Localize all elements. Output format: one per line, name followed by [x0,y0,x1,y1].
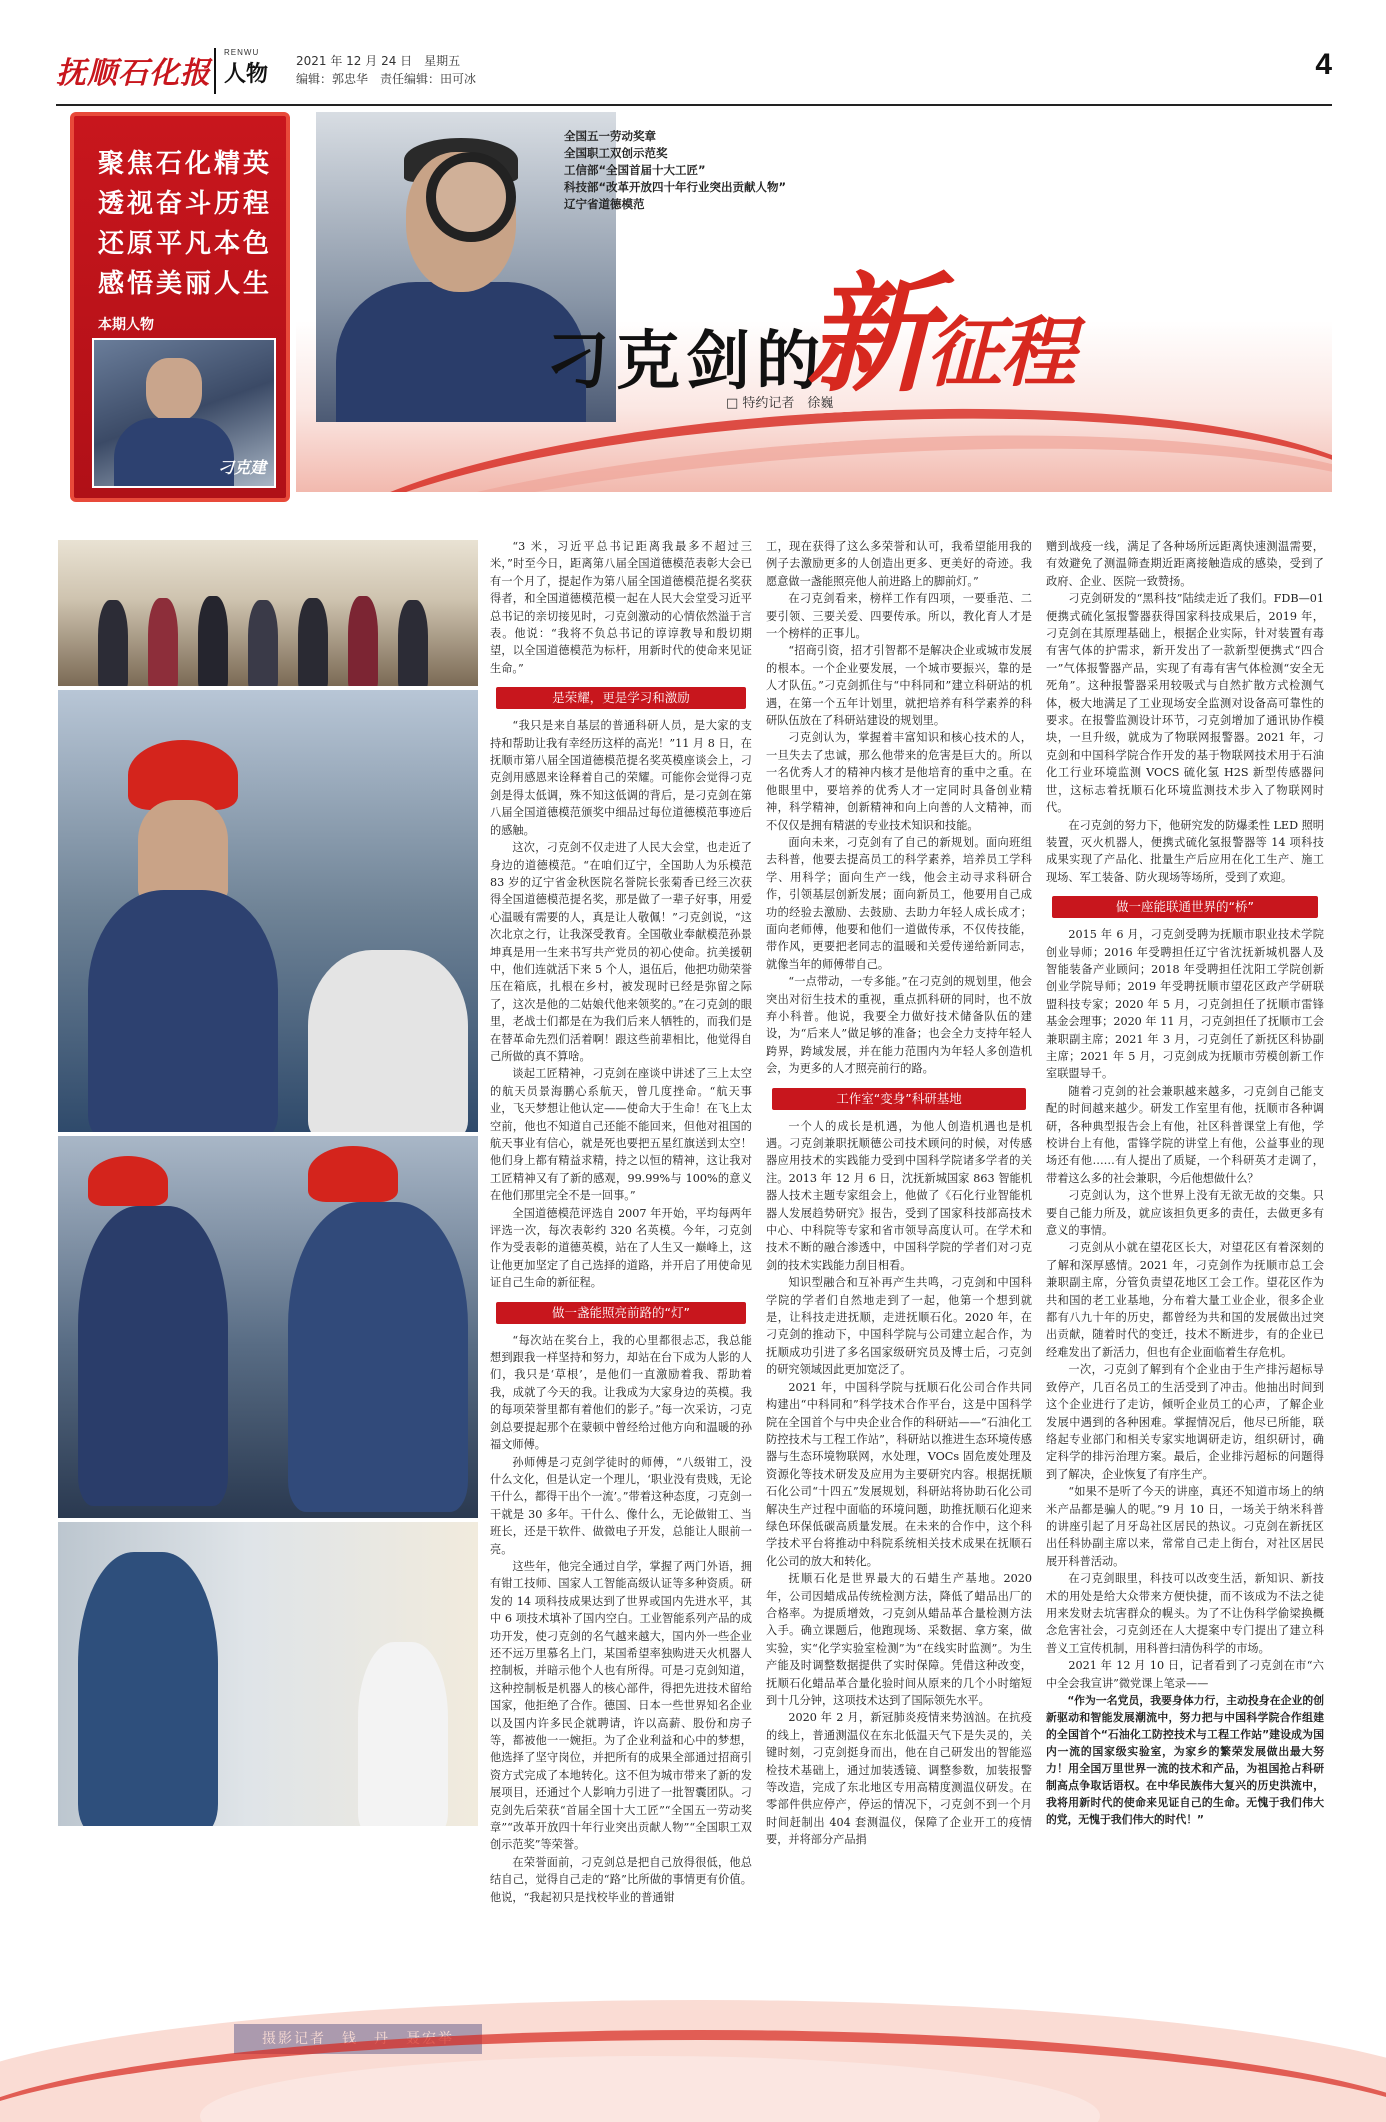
paragraph: 赠到战疫一线，满足了各种场所远距离快速测温需要，有效避免了测温筛查期近距离接触造成的感染，受到了政府、企业、医院一致赞扬。 [1046,540,1324,588]
paragraph: 2015 年 6 月，刁克剑受聘为抚顺市职业技术学院创业导师；2016 年受聘担任辽宁省沈抚新城机器人及智能装备产业顾问；2018 年受聘担任沈阳工学院创新创业学院导师；2019 年受聘抚顺市望花区政产学研联盟科技专家；2020 年 5 月，刁克剑担任了抚顺市雷锋基金会理事；2020 年 11 月，刁克剑担任了抚顺市工会兼职副主席；2021 年 3 月，刁克剑任了新抚区科协副主席；2021 年 5 月，刁克剑成为抚顺市劳模创新工作室联盟导千。 [1046,928,1324,1081]
person-figure [88,890,278,1134]
paragraph: 抚顺石化是世界最大的石蜡生产基地。2020 年，公司因蜡成品传统检测方法，降低了蜡品出厂的合格率。为提质增效，刁克剑从蜡品革合量检测方法入手。确立课题后，他跑现场、采数据、拿方案，做实验，实“化学实验室检测”为“在线实时监测”。为生产能及时调整数据提供了实时保障。凭借这种改变，抚顺石化蜡品革合量化验时间从原来的几个小时缩短到十几分钟，这项技术达到了国际领先水平。 [766,1572,1032,1707]
paragraph: 孙师傅是刁克剑学徒时的师傅，“八级钳工，没什么文化，但是认定一个理儿，‘职业没有贵贱，无论干什么，都得干出个一流’。”带着这种态度，刁克剑一干就是 30 多年。干什么、像什么，无论做钳工、当班长，还是干软件、做微电子开发，总能让人眼前一亮。 [490,1455,752,1556]
person-figure [148,598,178,688]
paragraph: 面向未来，刁克剑有了自己的新规划。面向班组去科普，他要去提高员工的科学素养，培养员工学科学、用科学；面向生产一线，他会主动寻求科研合作，引领基层创新发展；面向新员工，他要用自己成功的经验去激励、去鼓励、去助力年轻人成长成才；面向老师傅，他要和他们一道做传承，不仅传技能，带作风，更要把老同志的温暖和关爱传递给新同志，就像当年的师傅带自己。 [766,835,1032,971]
footer-decoration [0,1960,1386,2122]
header-rule [56,104,1332,106]
paragraph: 在刁克剑眼里，科技可以改变生活，新知识、新技术的用处是给大众带来方便快捷，而不该成为不法之徒用来发财去坑害群众的幌头。为了不让伪科学偷梁换概念危害社会，刁克剑还在人大提案中专门提出了建立科普义工宣传机制，用科普扫清伪科学的市场。 [1046,1572,1324,1655]
paragraph: 这些年，他完全通过自学，掌握了两门外语，拥有钳工技师、国家人工智能高级认证等多种资质。研发的 14 项科技成果达到了世界或国内先进水平，其中 6 项技术填补了国内空白。工业智能系列产品的成功开发，使刁克剑的名气越来越大，国内外一些企业还不远万里慕名上门，某国希望率独购进天火机器人控制板，并暗示他个人也有所得。可是刁克剑知道，这种控制板是机器人的核心部件，得把先进技术留给国家，他拒绝了合作。德国、日本一些世界知名企业以及国内许多民企就聘请，许以高薪、股份和房子等，都被他一一婉拒。为了企业利益和心中的梦想，他选择了坚守岗位，并把所有的成果全部通过招商引资方式完成了本地转化。这不但为城市带来了新的发展项目，还通过个人影响力引进了一批智囊团队。刁克剑先后荣获“首届全国十大工匠”“全国五一劳动奖章”“改革开放四十年行业突出贡献人物”“全国职工双创示范奖”等荣誉。 [490,1559,752,1852]
photo-column [56,538,480,1882]
article-column-3 [1046,538,1324,2058]
hardhat [308,1146,398,1202]
issue-meta [296,52,476,88]
section-label [214,48,268,94]
lab-photo [56,1134,480,1520]
section-label-zh: 人物 [224,62,269,87]
honor-item: 全国职工双创示范奖 [564,146,668,160]
paragraph: “3 米，习近平总书记距离我最多不超过三米，”时至今日，距离第八届全国道德模范表彰大会已有一个月了，提起作为第八届全国道德模范提名奖获得者，和全国道德模范模一起在人民大会堂受习近平总书记的亲切接见时，刁克剑激动的心情依然溢于言表。他说：“我将不负总书记的谆谆教导和殷切期望，以全国道德模范为标杆，用新时代的使命来见证生命。” [490,540,752,675]
byline: □ 特约记者 徐巍 [726,396,834,411]
editor-credits: 编辑：郭忠华 责任编辑：田可冰 [296,72,477,86]
paragraph: 刁克剑从小就在望花区长大，对望花区有着深刻的了解和深厚感情。2021 年，刁克剑作为抚顺市总工会兼职副主席，分管负责望花地区工会工作。望花区作为共和国的老工业基地，分布着大量工业企业，很多企业都有八九十年的历史，都曾经为共和国的发展做出过突出贡献，随着时代的变迁，技术不断进步，有的企业已经难发出了新活力，但也有企业面临着生存危机。 [1046,1241,1324,1359]
person-figure [358,1642,448,1828]
honor-item: 全国五一劳动奖章 [564,129,656,143]
person-figure [348,596,378,688]
paragraph: 在刁克剑的努力下，他研究发的防爆柔性 LED 照明装置，灭火机器人，便携式硫化氢报警器等 14 项科技成果实现了产品化、批量生产后应用在化工生产、施工现场、军工装备、防火现场等场所，受到了欢迎。 [1046,818,1324,884]
paragraph: “一点带动，一专多能。”在刁克剑的规划里，他会突出对衍生技术的重视，重点抓科研的同时，也不放弃小科普。他说，我要全力做好技术储备队伍的建设，为“后来人”做足够的准备；也会全力支持年轻人跨界，跨域发展，并在能力范围内为年轻人多创造机会，为更多的人才照亮前行的路。 [766,975,1032,1076]
paragraph: 刁克剑认为，掌握着丰富知识和核心技术的人，一旦失去了忠诚，那么他带来的危害是巨大的。所以一名优秀人才的精神内核才是他培育的重中之重。在他眼里中，要培养的优秀人才一定同时具备创业精神，科学精神，创新精神和向上向善的人文精神，而不仅仅是拥有精湛的专业技术知识和技能。 [766,731,1032,832]
group-photo [56,538,480,688]
paragraph: “招商引资，招才引智都不是解决企业或城市发展的根本。一个企业要发展，一个城市要振兴，靠的是人才队伍。”刁克剑抓住与“中科同和”建立科研站的机遇，在第一个五年计划里，就把培养有科学素养的科研队伍放在了科研站建设的规划里。 [766,644,1032,728]
person-figure [198,596,228,688]
person-figure [78,1206,228,1506]
column-motto [98,144,272,304]
honors-list [564,128,786,213]
paragraph: “如果不是听了今天的讲座，真还不知道市场上的纳米产品都是骗人的呢。”9 月 10 日，一场关于纳米科普的讲座引起了月牙岛社区居民的热议。刁克剑在新抚区出任科协副主席以来，常常自己走上街台，对社区居民展开科普活动。 [1046,1485,1324,1568]
person-figure [298,598,328,688]
closing-quote: “作为一名党员，我要身体力行，主动投身在企业的创新驱动和智能发展潮流中，努力把与中国科学院合作组建的全国首个“石油化工防控技术与工程工作站”建设成为国内一流的国家级实验室，为家乡的繁荣发展做出最大努力！用全国万里世界一流的技术和产品，为祖国抢占科研制高点争取话语权。在中华民族伟大复兴的历史洪流中，我将用新时代的使命来见证自己的生命。无愧于我们伟大的党，无愧于我们伟大的时代！” [1046,1694,1324,1826]
honor-item: 工信部“全国首届十大工匠” [564,163,706,177]
article-column-2 [766,538,1032,2058]
paragraph: 在刁克剑看来，榜样工作有四项，一要垂范、二要引领、三要关爱、四要传承。所以，教化育人才是一个榜样的正事儿。 [766,592,1032,641]
page-number: 4 [1315,48,1332,81]
column-intro-card [70,112,290,502]
person-face [138,800,228,900]
hardhat [88,1156,168,1206]
newspaper-name: 抚顺石化报 [56,56,211,91]
paragraph: 一次，刁克剑了解到有个企业由于生产排污超标导致停产，几百名员工的生活受到了冲击。他抽出时间到这个企业进行了走访，倾听企业员工的心声，了解企业发展中遇到的各种困难。掌握情况后，他尽已所能，联络起专业部门和相关专家实地调研走访，组织研讨，确定科学的排污治理方案。最后，企业排污超标的问题得到了解决，企业恢复了有序生产。 [1046,1363,1324,1481]
paragraph: 一个人的成长是机遇，为他人创造机遇也是机遇。刁克剑兼职抚顺德公司技术顾问的时候，对传感器应用技术的实践能力受到中国科学院诸多学者的关注。2013 年 12 月 6 日，沈抚新城国家 863 智能机器人技术主题专家组会上，他做了《石化行业智能机器人发展趋势研究》报告，受到了国家科技部高技术中心、中科院等专家和省市领导高度认可。在学术和技术不断的融合渗透中，中国科学院的学者们对刁克剑的技术实践能力刮目相看。 [766,1119,1032,1272]
paragraph: 刁克剑研发的“黑科技”陆续走近了我们。FDB—01 便携式硫化氢报警器获得国家科技成果后，2019 年，刁克剑在其原理基础上，根据企业实际，针对装置有毒有害气体的护需求，新开发出了一款新型便携式“四合一”气体报警器产品，实现了有毒有害气体检测“安全无死角”。这种报警器采用较吸式与自然扩散方式检测气体，极大地满足了工业现场安全监测对设备高可靠性的要求。在报警监测设计环节，刁克剑增加了通讯协作模块，一旦升级，就成为了物联网报警器。2021 年，刁克剑和中国科学院合作开发的基于物联网技术用于石油化工行业环境监测 VOCS 硫化氢 H2S 新型传感器问世，这标志着抚顺石化环境监测技术步入了物联网时代。 [1046,592,1324,815]
paragraph: 2021 年，中国科学院与抚顺石化公司合作共同构建出“中科同和”科学技术合作平台，这是中国科学院在全国首个与中央企业合作的科研站——“石油化工防控技术与工程工作站”，科研站以推进生态环境传感器与生态环境物联网，水处理，VOCs 固危废处理及资源化等技术研发及应用为主要研究内容。根据抚顺石化公司“十四五”发展规划，科研站将协助石化公司解决生产过程中面临的环境问题，助推抚顺石化迎来绿色环保低碳高质量发展。在未来的合作中，这个科学技术平台将推动中科院系统相关技术成果在抚顺石化公司的放大和转化。 [766,1380,1032,1568]
paragraph: 知识型融合和互补再产生共鸣，刁克剑和中国科学院的学者们自然地走到了一起，他第一个想到就是，让科技走进抚顺，走进抚顺石化。2020 年，在刁克剑的推动下，中国科学院与公司建立起合作，为抚顺成功引进了多名国家级研究员及博士后，刁克剑的研究领域因此更加宽泛了。 [766,1276,1032,1377]
paragraph: 随着刁克剑的社会兼职越来越多，刁克剑自己能支配的时间越来越少。研发工作室里有他，抚顺市各种调研，各种典型报告会上有他，社区科普课堂上有他，学校讲台上有他，雷锋学院的讲堂上有他，公益事业的现场还有他……有人提出了质疑，一个科研英才走调了，带着这么多的社会兼职，今后他想做什么？ [1046,1084,1324,1185]
section-label-en: RENWU [224,48,260,57]
paragraph: 刁克剑认为，这个世界上没有无欲无故的交集。只要自己能力所及，就应该担负更多的责任，去做更多有意义的事情。 [1046,1189,1324,1238]
workshop-photo [56,1520,480,1828]
section-subhead: 做一盏能照亮前路的“灯” [496,1302,746,1324]
paragraph: 2021 年 12 月 10 日，记者看到了刁克剑在市“六中全会我宣讲”微党课上笔录—— [1046,1659,1324,1690]
issue-date: 2021 年 12 月 24 日 星期五 [296,54,461,68]
magnifier-icon [426,152,516,242]
person-figure [248,600,278,688]
hero-banner [296,112,1332,492]
section-subhead: 做一座能联通世界的“桥” [1052,896,1318,918]
person-figure [308,950,468,1134]
signature: 刁克建 [217,458,266,477]
motto-line: 感悟美丽人生 [98,269,273,299]
portrait-coat [114,418,234,488]
paragraph: 全国道德模范评选自 2007 年开始，平均每两年评选一次，每次表彰约 320 名英模。今年，刁克剑作为受表彰的道德英模，站在了人生又一巅峰上，这让他更加坚定了自己选择的道路，并开启了用使命见证自己生命的新征程。 [490,1206,752,1290]
factory-photo [56,688,480,1134]
person-figure [98,600,128,688]
paragraph: “每次站在奖台上，我的心里都很忐忑，我总能想到跟我一样坚持和努力，却站在台下成为人影的人们，我只是‘草根’，是他们一直激励着我、帮助着我，成就了今天的我。让我成为大家身边的英模。我的每项荣誉里都有着他们的影子。”每一次采访，刁克剑总要提起那个在蒙顿中曾经给过他方向和温暖的孙福文师傅。 [490,1333,752,1452]
callig-small: 征程 [926,308,1075,397]
person-figure [398,600,428,688]
person-figure [288,1202,468,1512]
paragraph: 在荣誉面前，刁克剑总是把自己放得很低，他总结自己，觉得自己走的“路”比所做的事情更有价值。他说，“我起初只是找校毕业的普通钳 [490,1855,752,1904]
section-subhead: 是荣耀，更是学习和激励 [496,687,746,709]
motto-line: 还原平凡本色 [98,229,273,259]
section-subhead: 工作室“变身”科研基地 [772,1088,1026,1110]
person-figure [78,1552,218,1828]
paragraph: 谈起工匠精神，刁克剑在座谈中讲述了三上太空的航天员景海鹏心系航天，曾几度挫命。“航天事业，飞天梦想让他认定——使命大于生命！在飞上太空前，他也不知道自己还能不能回来，但他对祖国的航天事业有信心，就是死也要把五星红旗送到太空！他们身上都有精益求精，持之以恒的精神，这让我对工匠精神又有了新的感观，99.99%与 100%的意义在他们那里完全不是一回事。” [490,1067,752,1203]
honor-item: 科技部“改革开放四十年行业突出贡献人物” [564,180,787,194]
article-column-1 [490,538,752,2058]
paragraph: 2020 年 2 月，新冠肺炎疫情来势汹汹。在抗疫的线上，普通测温仪在东北低温天气下是失灵的，关键时刻，刁克剑挺身而出，他在自己研发出的智能巡检技术基础上，通过加装透镜、调整参数，加装报警等改造，完成了东北地区专用高精度测温仪研发。在零部件供应停产，停运的情况下，刁克剑不到一个月时间赶制出 404 套测温仪，保障了企业开工的疫情要，并将部分产品捐 [766,1711,1032,1847]
headline: 刁克剑的 [546,325,826,399]
portrait-face [146,358,202,422]
paragraph: 这次，刁克剑不仅走进了人民大会堂，也走近了身边的道德模范。“在咱们辽宁，全国助人为乐模范 83 岁的辽宁省金秋医院名誉院长张菊香已经三次获得全国道德模范提名奖，那是做了一辈子好事，用爱心温暖有需要的人，真是让人敬佩！”刁克剑说，“这次北京之行，让我深受教育。全国敬业奉献模范孙景坤真是用一生来书写共产党员的初心使命。抗美援朝中，他们连就活下来 5 个人，退伍后，他把功勋荣誉压在箱底，扎根在乡村，被发现时已经是弥留之际了，这次是他的二姑娘代他来领奖的。”在刁克剑的眼里，老战士们都是在为我们后来人牺牲的，而我们是在替革命先烈们活着啊！跟这些前辈相比，他觉得自己所做的真不算啥。 [490,841,752,1063]
featured-person-tag: 本期人物 [98,317,154,333]
paragraph: “我只是来自基层的普通科研人员，是大家的支持和帮助让我有幸经历这样的高光！”11 月 8 日，在抚顺市第八届全国道德模范提名奖英模座谈会上，刁克剑用感恩来诠释着自己的荣耀。可能你会觉得刁克剑是得太低调，殊不知这低调的背后，是刁克剑在第八届全国道德模范颁奖中细品过每位道德模范事迹后的感触。 [490,719,752,837]
headline-calligraphy [806,232,1074,416]
paragraph: 工，现在获得了这么多荣誉和认可，我希望能用我的例子去激励更多的人创造出更多、更美好的奇迹。我愿意做一盏能照亮他人前进路上的脚前灯。” [766,540,1032,588]
featured-person-photo [92,338,276,488]
honor-item: 辽宁省道德模范 [564,197,645,211]
motto-line: 透视奋斗历程 [98,189,273,219]
masthead [56,44,1332,104]
motto-line: 聚焦石化精英 [98,149,273,179]
callig-big: 新 [806,260,927,410]
